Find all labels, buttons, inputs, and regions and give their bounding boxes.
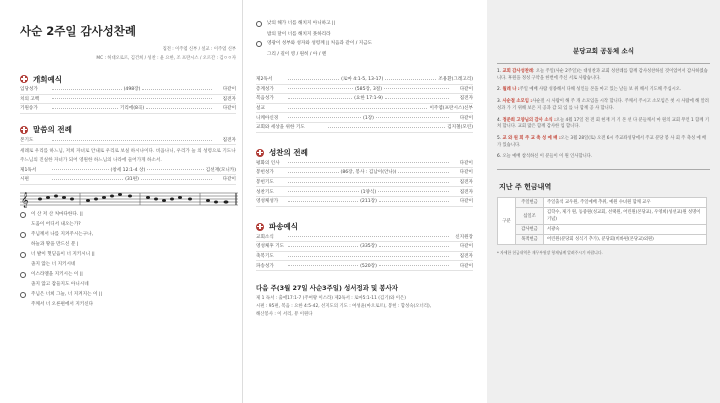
section-title: 개회예식 [33,74,62,84]
news-item: 2. 월례 나 :주일 예배 사람 성종해서 다해 성인들 본을 마고 있는 날들 보 위 해서 기도해 주십시오. [497,87,682,93]
order-row: 제2독서 (로마 4:1-5, 13-17) 조용환(그레고리) [256,75,473,85]
cross-icon [256,223,264,231]
order-row: 교회소식 신지원장 [256,233,473,243]
circle-icon [20,232,26,238]
divider [497,169,710,170]
news-item: 4. 정준희 고양님의 감사 소식 :오늘 4월 17일 전 전 회 현재 겨 기 본 선 다 분들께서 마 원의 교회 무언 1 함께 기 쳐 합니다. 교회 많은 함께 감사한 입 합니다. [497,117,709,130]
credits-line-2: MC : 허대오로르, 김건희 / 성찬 : 윤 요한, 조 프란시스 / 오르간 : 김ㅇㅇ자 [96,56,236,61]
order-row: 봉헌기도 집전자 [256,178,473,188]
table-row: 십일조 김학수, 제가 원, 동중원(성교회, 선택원, 어린원(본당교), 우영희(성선교)원 성명이 기념) [498,208,707,225]
news-item: 3. 사순절 소모임 :사순절 시 사람이 해 주 개 소모임을 시작 합니다. 주께서 주시고 소모임은 첫 시 사람에 해 알려 성과 가 기 위해 보온 지 공과 감 되 입 를 나 함께 공 사 합니다. [497,99,709,111]
circle-icon [20,272,26,278]
cross-icon [20,75,28,83]
order-row: 복음성가 (요한 17:1-9) 집전자 [256,94,473,104]
table-row: 감사헌금 서광숙 [498,225,707,235]
section-title: 성찬의 전례 [269,148,308,158]
lyric-line: 주님은 너희 그늘, 너 지켜지는 이 || [20,291,236,300]
order-row: 봉헌성가 (86장, 봉사 : 김남이(안나)) 다같이 [256,168,473,178]
order-row: 입당성가 (498장) 다같이 [20,85,236,95]
news-title: 분당교회 공동체 소식 [572,47,635,55]
section-title: 파송예식 [269,222,298,232]
circle-icon [20,252,26,258]
order-row: 니케아신경 (1장) 다같이 [256,113,473,123]
offering-table [497,197,707,245]
order-row: 층계성가 (585장, 3절) 다같이 [256,85,473,95]
right-column [487,0,720,403]
news-item: 5. 교 와 원 회 주 교 축 성 예 배 :오는 3월 28일(토) 오전 6시 주교좌성당에서 주교 분당 봉 사 회 주 축성 예 배 가 있습니다. [497,135,707,148]
circle-icon [256,21,262,27]
music-staff [20,188,238,210]
lyric-line: 주님께서 나를 지켜주시는구나, [20,231,236,240]
order-row: 교회와 세상을 위한 기도 김지철(모린) [256,123,473,133]
order-row: 본기도 집전자 [20,136,236,146]
credits-line-1: 집전 : 이주엽 신부 / 설교 : 이주엽 신부 [162,47,236,52]
offering-note: * 자세한 헌금내역은 재무부원장 형제님께 알려주시기 바랍니다. [497,250,603,256]
eucharist-rows [256,159,473,207]
order-row: 영성체후 기도 (335장) 다같이 [256,242,473,252]
credits [20,45,236,63]
lyric-line: 너 발이 헛딛음이 너 지키시니 || [20,251,236,260]
group-label: 구분 [498,198,516,245]
order-row: 시편 (31편) 다같이 [20,175,236,185]
music-notation-icon [20,188,238,210]
opening-rows [20,85,236,114]
order-row: 치의 고백 집전자 [20,95,236,105]
collect-prayer: 세례로 우리를 하느님, 저희 자녀로 안내로 우리로 보실 하시나이다. 비옵나니, 우리가 늘 의 성령으로 기도나 주느님의 진실한 자녀가 되어 영원한 하느님의 나라에 들어가게 하소서. [20,149,236,163]
section-title: 말씀의 전례 [33,125,72,135]
word-rows [256,75,473,133]
divider [497,63,710,64]
order-row: 축복기도 집전자 [256,252,473,262]
circle-icon [256,41,262,47]
lyric-line: 이 산 저 산 처마다한다. || [20,211,236,220]
psalm-lyrics: 이 산 저 산 처마다한다. || 도움이 어디서 내오는가? 주님께서 나를 지켜주시는구나, 하늘과 땅을 만드신 분 | 너 발이 헛딛음이 너 지키시니 || 졸지 않는 너 지키시네 이스라엘을 지키시는 이 || 졸지 않고 잠들지도 아니시네 주님은 너희 그늘, 너 지켜지는 이 || 주께서 너 오른편에서 지키신다 [20,211,236,310]
middle-column [242,0,487,403]
offering-title: 지난 주 헌금내역 [499,183,552,192]
order-row: 성찬기도 (1양식) 집전자 [256,187,473,197]
table-row: 목적헌금 어린원(분당회 성식기 추가), 분당회(비바편(본당교)외원) [498,235,707,245]
section-dismissal [256,221,473,233]
order-row: 제1독서 (창세 12:1-4 상) 김선재(모니카) [20,166,236,176]
table-row: 구분 주일헌금 주일출석 교우원, 주일예배 추위, 예원 수녀원 함께 교우 [498,198,707,208]
page-title: 사순 2주일 감사성찬례 [20,24,136,38]
dismissal-rows [256,233,473,271]
order-row: 영성체성가 (211장) 다같이 [256,197,473,207]
cross-icon [20,126,28,134]
lyric-line: 이스라엘을 지키시는 이 || [20,271,236,280]
circle-icon [20,212,26,218]
order-row: 파송성가 (520장) 다같이 [256,261,473,271]
section-opening [20,73,236,85]
news-list [497,69,710,161]
lyric-line: 영광이 성부와 성자와 성령께 || 처음과 같이 / 지금도 [256,40,473,49]
next-week-title: 다음 주(3월 27일 사순3주일) 성서정과 및 봉사자 [256,283,398,292]
left-column [0,0,242,403]
lyric-line: 낮의 해가 너를 해치지 아니하고 || [256,20,473,29]
order-row: 설교 이주엽(프란시스)신부 [256,104,473,114]
section-eucharist [256,147,473,159]
psalm-continued: 낮의 해가 너를 해치지 아니하고 || 밤의 달이 너를 해치지 못하리라 영광이 성부와 성자와 성령께 || 처음과 같이 / 지금도 그리 / 길이 영 / 원히 / 아 / 멘 [256,20,473,59]
order-row: 기원송가 기리에(8곡) 다같이 [20,104,236,114]
section-word [20,124,236,136]
circle-icon [20,292,26,298]
next-week-details: 제 1 독서 : 출애17:1-7 (주여왕 이스라) 제2독서 : 로마5:1-11 (김기)와 이은) 시편 : 95편, 복음 : 요한 4:5-42, 선지도의 기도 : 여성윤(마오로르), 봉헌 : 함성숙(오너리), 해산봉사 : 이 서리, 뮤 이원다 [256,295,432,317]
order-row: 평화의 인사 다같이 [256,159,473,169]
cross-icon [256,149,264,157]
news-item: 6. 오늘 예배 참석하신 이 분들이 이 원 인사합니다. [497,154,593,160]
svg-text:𝄞: 𝄞 [21,192,29,208]
news-item: 1. 교회 감사성찬례: 오늘 주일(사순 2주일)는 대성찬과 교회 성찬례를 함께 감사성찬하실 것이었어서 감사하였습니다. 후원을 정성 구약을 한번에 주신 서로 사람습니다. [497,69,708,81]
